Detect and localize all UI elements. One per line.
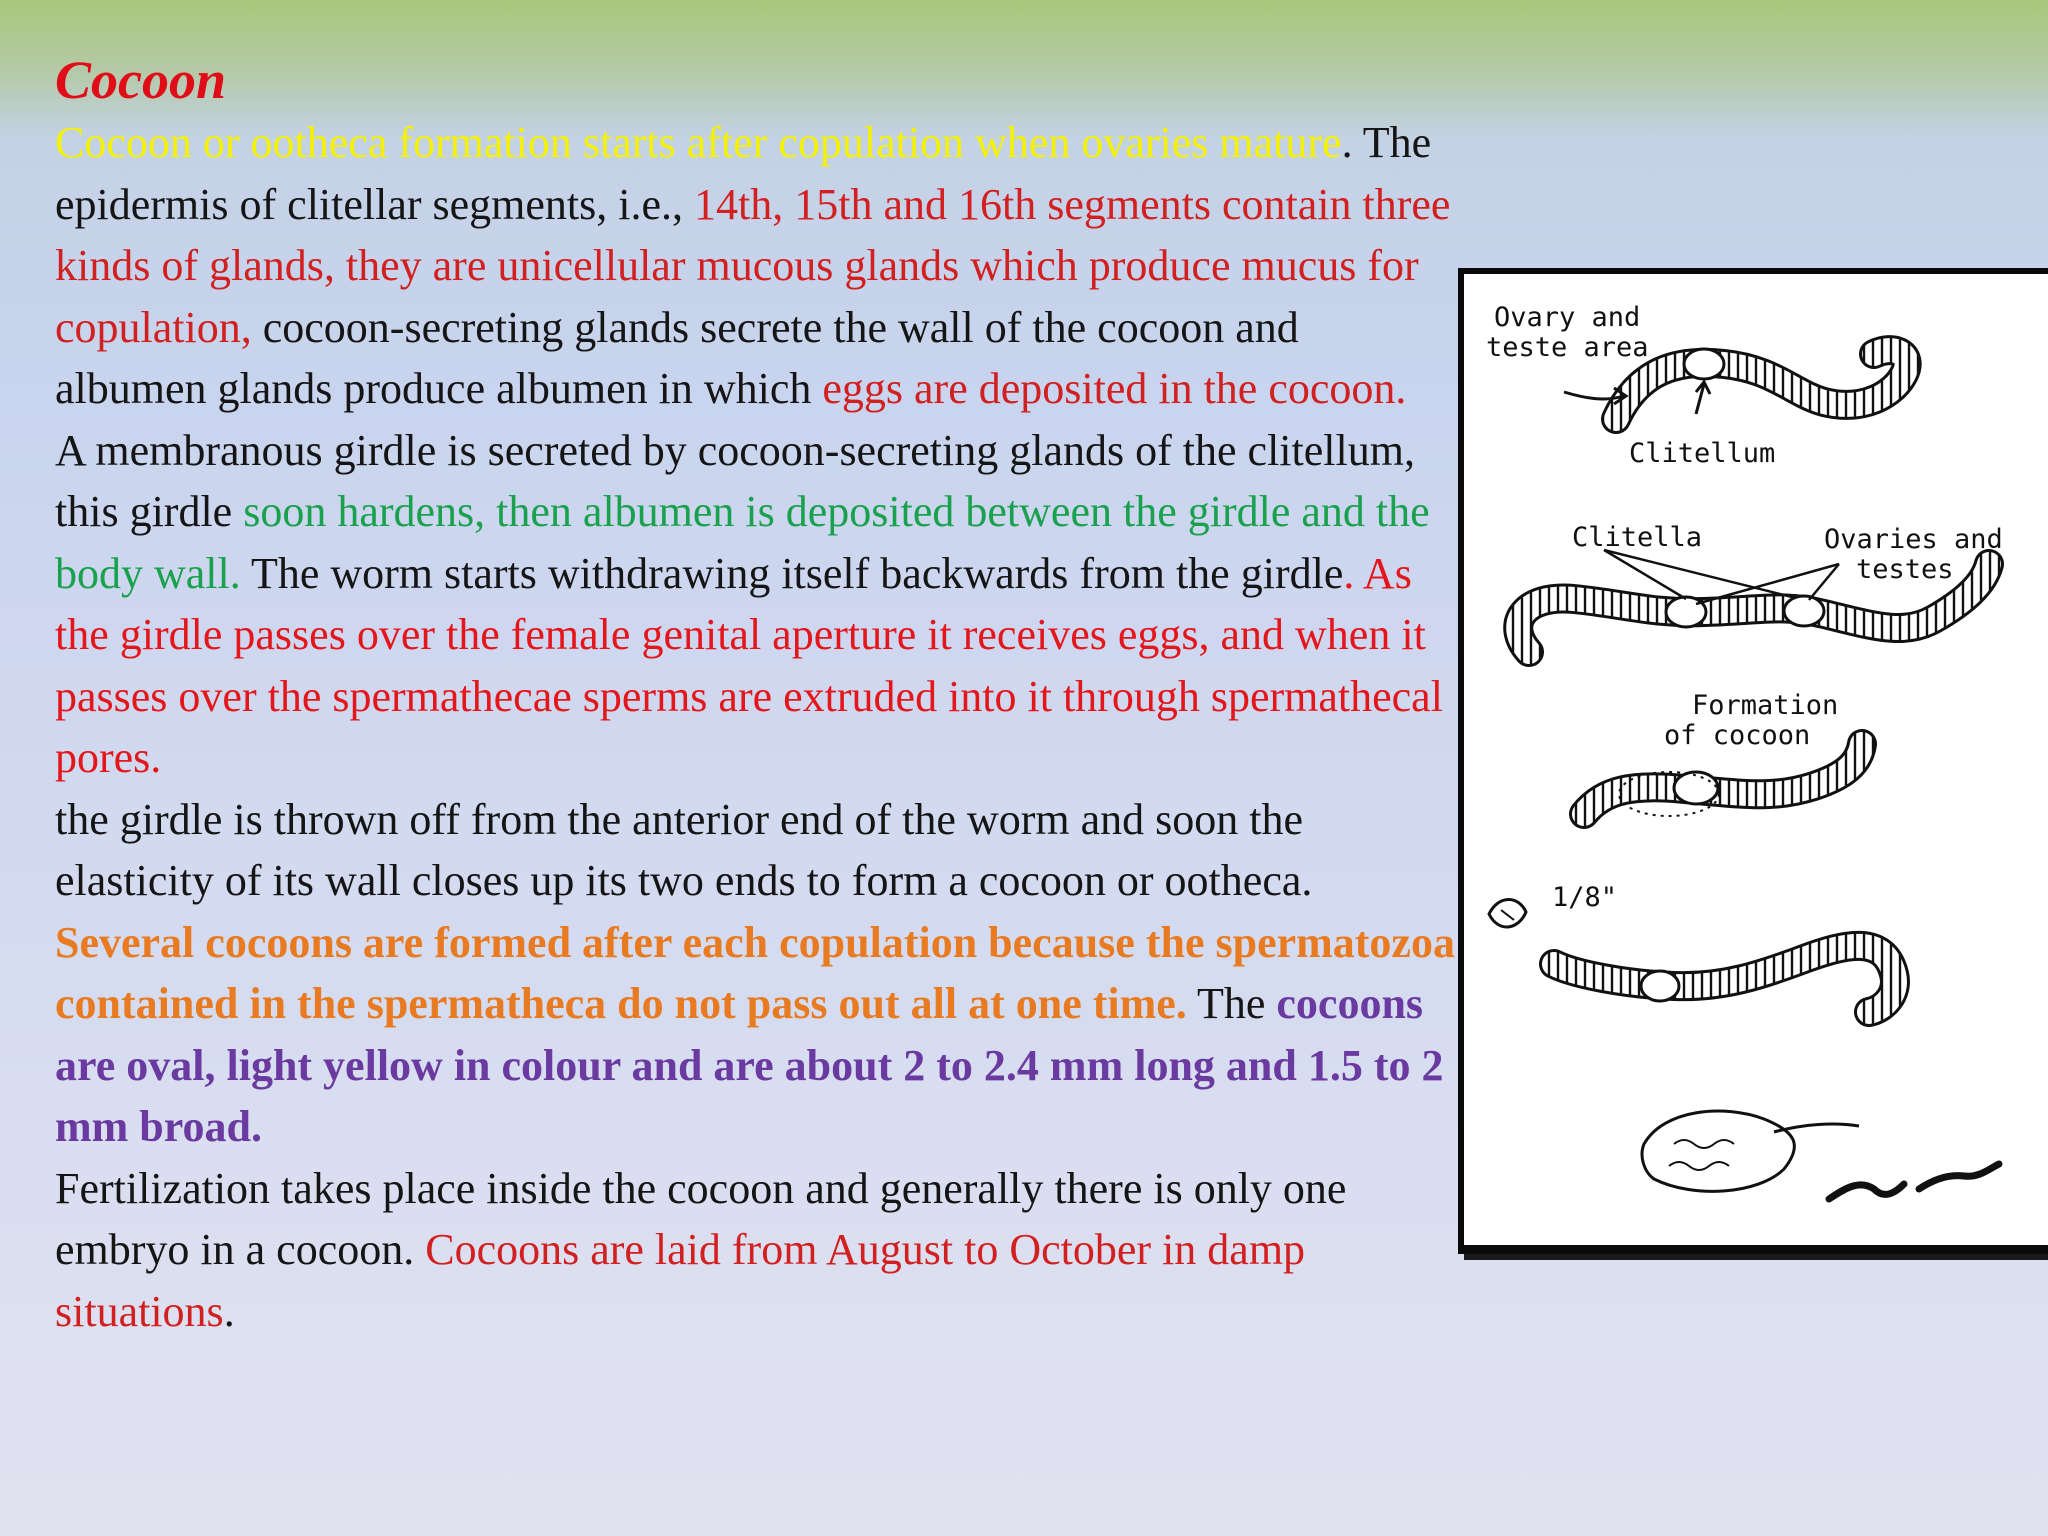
label-ovary-testes: Ovary and — [1494, 302, 1641, 333]
worm-4 — [1489, 882, 1895, 1012]
text-run: Cocoons are laid from August to October in damp situations — [55, 1225, 1306, 1336]
text-run: A membranous girdle is secreted by cocoon-secreting glands of the clitellum, this girdle — [55, 425, 1415, 536]
text-run: . — [223, 1286, 235, 1336]
text-run: The worm starts withdrawing itself backwards from the girdle — [240, 548, 1344, 598]
paragraph-girdle — [55, 420, 1455, 789]
label-clitellum: Clitellum — [1629, 438, 1776, 469]
text-run: Several cocoons are formed after each copulation because the spermatozoa contained in the spermatheca do not pass out all at one time. — [55, 917, 1455, 1028]
text-run: 14th, 15th and 16th segments contain three kinds of glands, they are unicellular mucous glands which produce mucus for copulation, — [55, 179, 1451, 352]
paragraph-fertilization — [55, 1158, 1455, 1343]
worm-3 — [1584, 690, 1862, 816]
text-run: eggs are deposited in the cocoon. — [822, 364, 1407, 413]
paragraph-cocoon-shape — [55, 789, 1455, 1158]
paragraph-cocoon-formation — [55, 112, 1455, 420]
slide-title: Cocoon — [55, 50, 227, 110]
label-ovaries-testes: Ovaries and — [1824, 524, 2003, 555]
text-run: . As the girdle passes over the female genital aperture it receives eggs, and when it passes over the spermathecae sperms are extruded into it through spermathecal pores. — [55, 548, 1443, 782]
slide-text — [55, 48, 1455, 1342]
label-scale: 1/8" — [1552, 882, 1618, 913]
label-clitella: Clitella — [1572, 522, 1703, 553]
label-formation-2: of cocoon — [1664, 720, 1811, 751]
label-ovaries-testes-2: testes — [1856, 554, 1954, 585]
cocoon-hatching — [1642, 1111, 1999, 1199]
label-formation: Formation — [1692, 690, 1839, 721]
text-run: soon hardens, then albumen is deposited between the girdle and the body wall. — [55, 487, 1430, 598]
text-run: cocoon-secreting glands secrete the wall of the cocoon and albumen glands produce albumen in which — [55, 302, 1299, 413]
text-run: the girdle is thrown off from the anterior end of the worm and soon the elasticity of its wall closes up its two ends to form a cocoon or ootheca. — [55, 794, 1313, 905]
label-ovary-testes-2: teste area — [1486, 332, 1649, 363]
worm-1 — [1486, 302, 1907, 469]
text-run: . The epidermis of clitellar segments, i.e., — [55, 118, 1432, 229]
earthworm-diagram — [1464, 274, 2048, 1251]
text-run: Fertilization takes place inside the cocoon and generally there is only one embryo in a cocoon. — [55, 1163, 1347, 1274]
earthworm-cocoon-figure — [1458, 268, 2048, 1254]
text-run: Cocoon or ootheca formation starts after copulation when ovaries mature — [55, 118, 1342, 167]
text-run: The — [1186, 979, 1277, 1028]
text-run: cocoons are oval, light yellow in colour and are about 2 to 2.4 mm long and 1.5 to 2 mm broad. — [55, 979, 1444, 1151]
worm-2 — [1518, 522, 2003, 652]
